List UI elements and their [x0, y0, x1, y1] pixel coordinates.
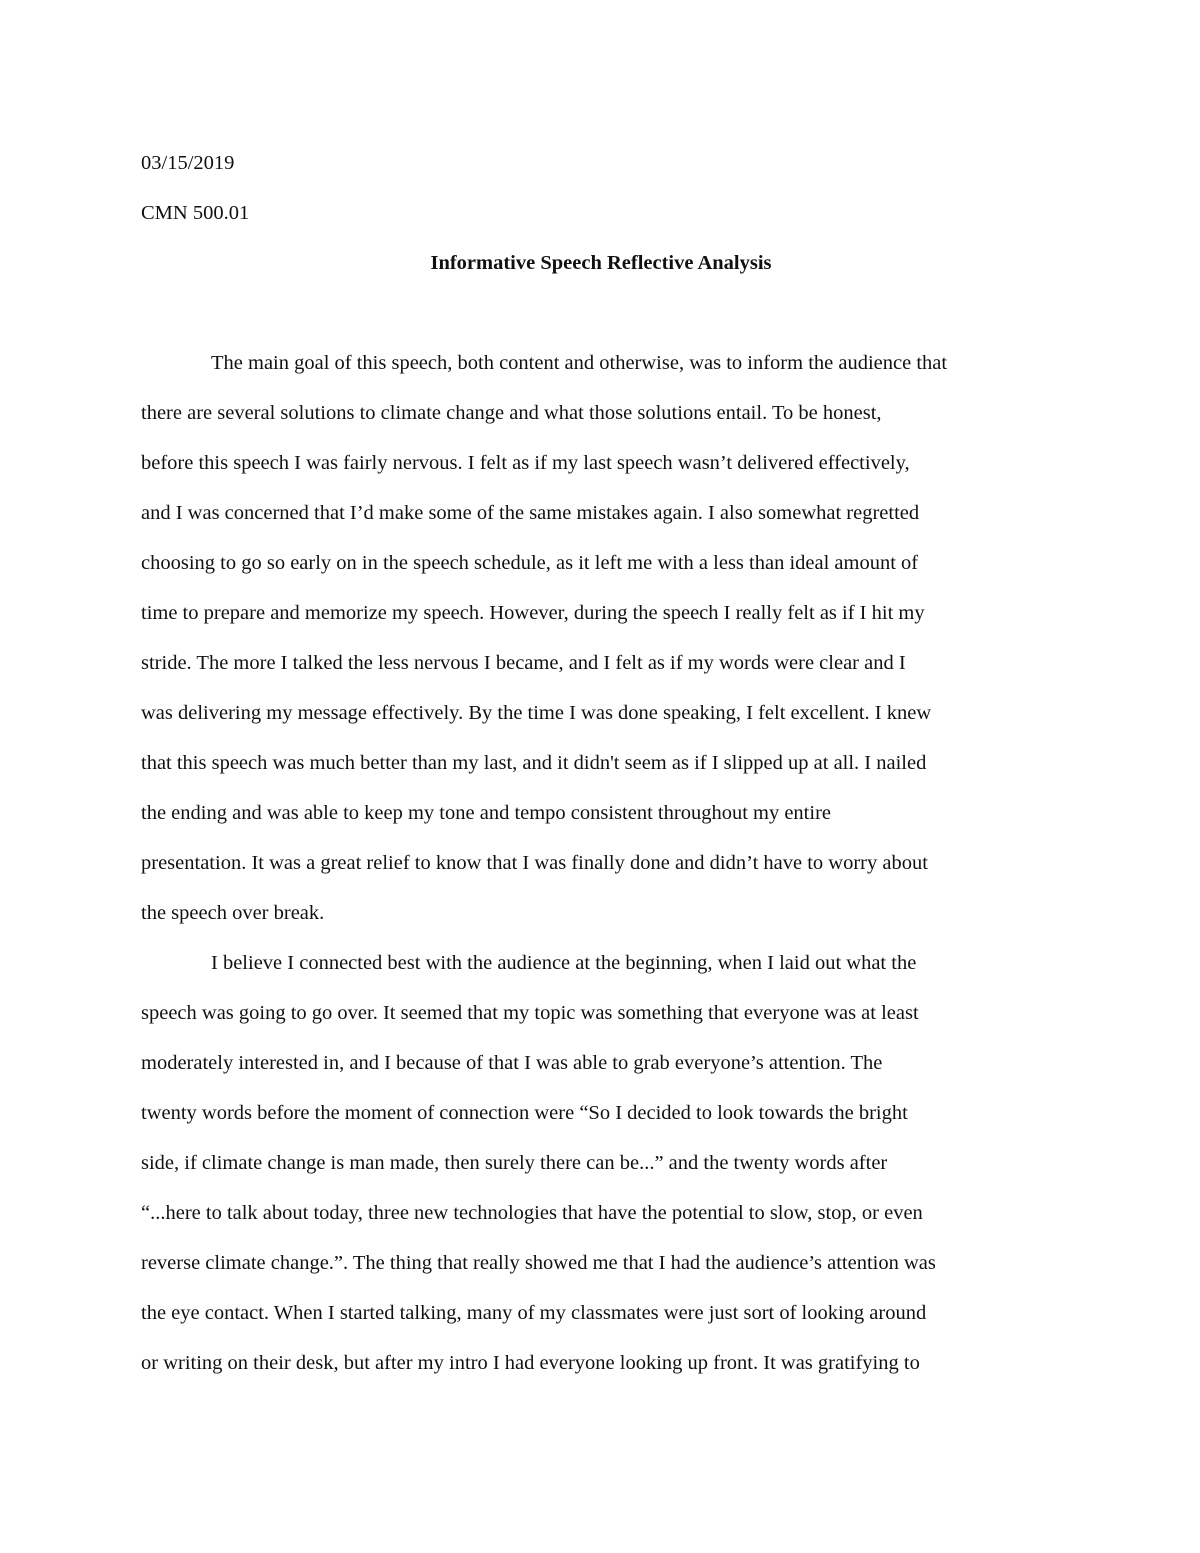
paragraph-line: “...here to talk about today, three new technologies that have the potential to slow, stop, or even	[141, 1202, 923, 1224]
paragraph-line: reverse climate change.”. The thing that really showed me that I had the audience’s attention was	[141, 1252, 936, 1274]
document-title: Informative Speech Reflective Analysis	[430, 252, 772, 274]
paragraph-line: the eye contact. When I started talking, many of my classmates were just sort of looking around	[141, 1302, 927, 1324]
paragraph-line: was delivering my message effectively. By the time I was done speaking, I felt excellent. I knew	[141, 702, 932, 724]
paragraph-line: time to prepare and memorize my speech. However, during the speech I really felt as if I hit my	[141, 602, 925, 624]
title-spacer	[141, 288, 1061, 338]
paragraph-2	[141, 938, 1061, 1388]
paragraph-line: that this speech was much better than my last, and it didn't seem as if I slipped up at all. I nailed	[141, 752, 927, 774]
paragraph-line: twenty words before the moment of connection were “So I decided to look towards the bright	[141, 1102, 908, 1124]
paragraph-line: stride. The more I talked the less nervous I became, and I felt as if my words were clear and I	[141, 652, 906, 674]
date-line: 03/15/2019	[141, 152, 235, 174]
paragraph-line: choosing to go so early on in the speech schedule, as it left me with a less than ideal amount of	[141, 552, 919, 574]
document-body	[141, 138, 1061, 1388]
paragraph-1	[141, 338, 1061, 938]
paragraph-line: the speech over break.	[141, 902, 325, 924]
paragraph-line: presentation. It was a great relief to know that I was finally done and didn’t have to worry about	[141, 852, 928, 874]
paragraph-line: moderately interested in, and I because of that I was able to grab everyone’s attention. The	[141, 1052, 883, 1074]
paragraph-line: before this speech I was fairly nervous. I felt as if my last speech wasn’t delivered effectively,	[141, 452, 910, 474]
paragraph-line: The main goal of this speech, both content and otherwise, was to inform the audience that	[211, 352, 948, 374]
paragraph-line: or writing on their desk, but after my intro I had everyone looking up front. It was gratifying to	[141, 1352, 920, 1374]
course-line: CMN 500.01	[141, 202, 250, 224]
paragraph-line: the ending and was able to keep my tone and tempo consistent throughout my entire	[141, 802, 832, 824]
paragraph-line: speech was going to go over. It seemed that my topic was something that everyone was at least	[141, 1002, 919, 1024]
paragraph-line: there are several solutions to climate change and what those solutions entail. To be honest,	[141, 402, 882, 424]
paragraph-line: I believe I connected best with the audience at the beginning, when I laid out what the	[211, 952, 917, 974]
paragraph-line: side, if climate change is man made, then surely there can be...” and the twenty words after	[141, 1152, 888, 1174]
paragraph-line: and I was concerned that I’d make some of the same mistakes again. I also somewhat regretted	[141, 502, 920, 524]
